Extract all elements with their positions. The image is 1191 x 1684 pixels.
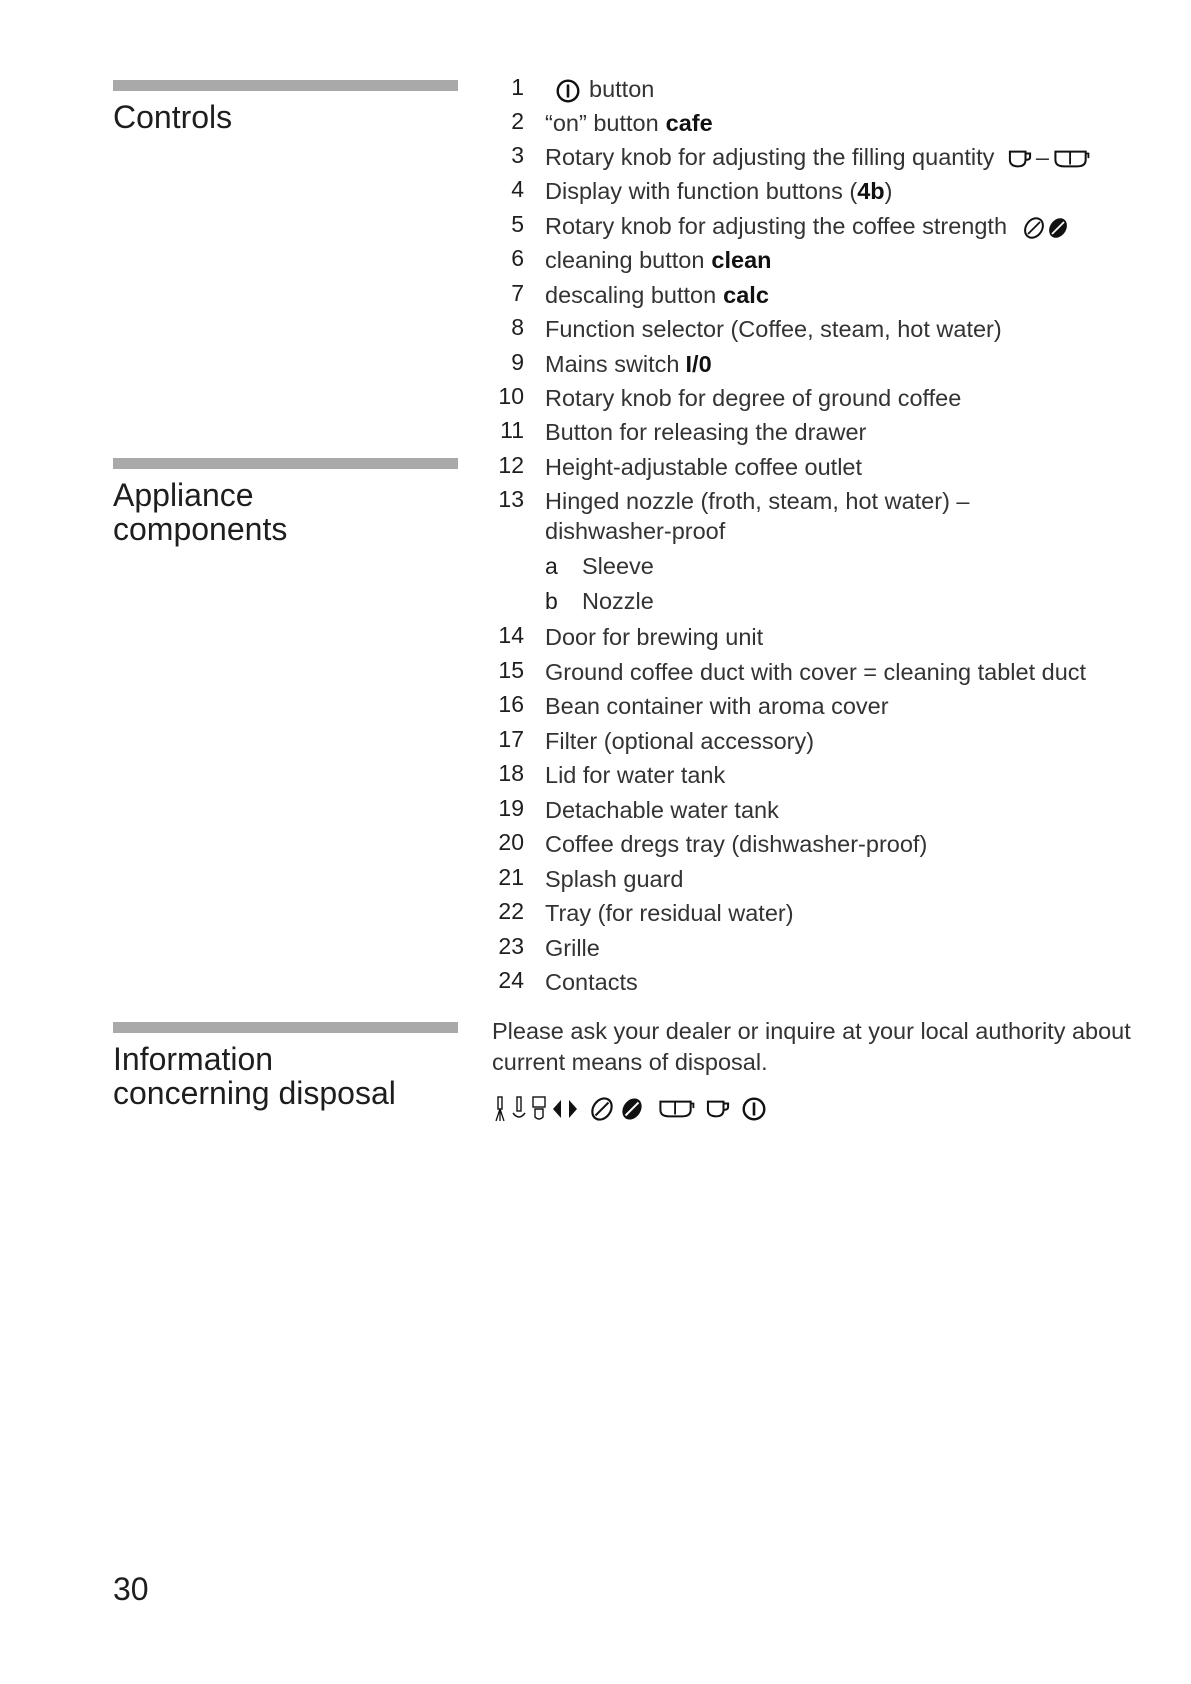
list-item: descaling button calc	[545, 282, 769, 308]
disposal-rule	[113, 1022, 458, 1033]
list-item: Rotary knob for adjusting the filling quantity –	[545, 142, 1090, 172]
item-number: 8	[511, 314, 524, 340]
clean-label: clean	[711, 247, 772, 273]
list-item: Rotary knob for degree of ground coffee	[545, 385, 962, 411]
subitem: Nozzle	[582, 588, 654, 614]
cafe-label: cafe	[665, 110, 713, 136]
controls-rule	[113, 80, 458, 91]
list-item-continued: dishwasher-proof	[545, 518, 726, 544]
disposal-heading: Information concerning disposal	[113, 1041, 396, 1111]
list-item: Tray (for residual water)	[545, 900, 794, 926]
list-item: Function selector (Coffee, steam, hot water)	[545, 316, 1002, 342]
item-number: 4	[511, 176, 524, 202]
item-number: 3	[511, 142, 524, 168]
list-item: Height-adjustable coffee outlet	[545, 454, 863, 480]
list-item: “on” button cafe	[545, 110, 713, 136]
item-number: 9	[511, 349, 524, 375]
item-number: 23	[498, 933, 524, 959]
list-item: Detachable water tank	[545, 797, 779, 823]
list-item: Splash guard	[545, 866, 684, 892]
item-number: 14	[498, 622, 524, 648]
list-item: Hinged nozzle (froth, steam, hot water) –	[545, 488, 970, 514]
strong-bean-icon	[619, 1096, 645, 1122]
subitem: Sleeve	[582, 553, 654, 579]
item-number: 13	[498, 486, 524, 512]
list-item: Mains switch I/0	[545, 351, 712, 377]
item-number: 5	[511, 211, 524, 237]
arrow-left-icon	[551, 1098, 563, 1120]
item-number: 21	[498, 864, 524, 890]
list-item: Bean container with aroma cover	[545, 693, 889, 719]
mild-bean-icon	[589, 1096, 615, 1122]
appliance-heading: Appliance components	[113, 477, 288, 547]
controls-heading: Controls	[113, 99, 233, 135]
power-icon	[555, 78, 581, 104]
item-number: 17	[498, 726, 524, 752]
hot-water-icon	[511, 1095, 527, 1123]
item-number: 15	[498, 657, 524, 683]
item-number: 16	[498, 691, 524, 717]
item-number: 20	[498, 829, 524, 855]
item-number: 24	[498, 967, 524, 993]
arrow-right-icon	[567, 1098, 579, 1120]
item-number: 1	[511, 74, 524, 100]
item-number: 19	[498, 795, 524, 821]
calc-label: calc	[723, 282, 769, 308]
list-item: Grille	[545, 935, 600, 961]
io-label: I/0	[685, 351, 712, 377]
page-number: 30	[113, 1571, 149, 1607]
list-item: Door for brewing unit	[545, 624, 764, 650]
power-icon	[741, 1096, 767, 1122]
one-cup-icon	[705, 1098, 731, 1120]
list-item: button	[545, 74, 654, 104]
list-item: Lid for water tank	[545, 762, 726, 788]
list-item: Button for releasing the drawer	[545, 419, 867, 445]
symbol-row	[493, 1094, 767, 1124]
list-item: Ground coffee duct with cover = cleaning tablet duct	[545, 659, 1087, 685]
item-number: 10	[498, 383, 524, 409]
item-number: 6	[511, 245, 524, 271]
item-number: 2	[511, 108, 524, 134]
list-item: Filter (optional accessory)	[545, 728, 815, 754]
item-number: 18	[498, 760, 524, 786]
list-item: Display with function buttons (4b)	[545, 178, 893, 204]
item-number: 12	[498, 452, 524, 478]
two-cups-icon	[1052, 148, 1090, 170]
list-item: cleaning button clean	[545, 247, 772, 273]
subitem-letter: a	[545, 553, 558, 579]
list-item: Coffee dregs tray (dishwasher-proof)	[545, 831, 928, 857]
subitem-letter: b	[545, 588, 558, 614]
coffee-outlet-icon	[531, 1095, 547, 1123]
two-cups-icon	[657, 1098, 695, 1120]
steam-nozzle-icon	[493, 1095, 507, 1123]
one-cup-icon	[1007, 148, 1033, 170]
list-item: Contacts	[545, 969, 638, 995]
strong-bean-icon	[1046, 216, 1070, 240]
disposal-paragraph: Please ask your dealer or inquire at your local authority about current means of disposal.	[492, 1018, 1131, 1075]
item-number: 7	[511, 280, 524, 306]
item-number: 11	[500, 417, 524, 443]
appliance-rule	[113, 458, 458, 469]
list-item: Rotary knob for adjusting the coffee strength	[545, 211, 1070, 241]
item-number: 22	[498, 898, 524, 924]
mild-bean-icon	[1022, 216, 1046, 240]
